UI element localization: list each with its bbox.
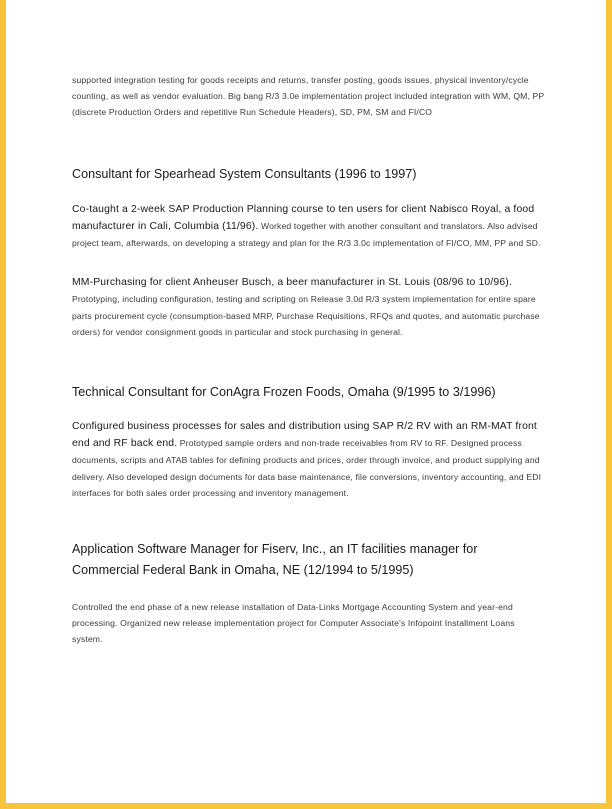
section-spearhead bbox=[72, 164, 546, 340]
paragraph-body: Prototyped sample orders and non-trade receivables from RV to RF. Designed process documents, scripts and ATAB tables for defining products and prices, order through invoice, and product supplying and delivery. Also developed design documents for data base maintenance, file conversions, inventory accounting, and EDI interfaces for both sales order processing and inventory management. bbox=[72, 438, 542, 498]
section-heading: Technical Consultant for ConAgra Frozen Foods, Omaha (9/1995 to 3/1996) bbox=[72, 385, 496, 400]
section-fiserv bbox=[72, 539, 546, 648]
paragraph-lead: Co-taught a 2-week SAP Production Planning course to ten users for client Nabisco Royal, a food manufacturer in Cali, Columbia (11/96). bbox=[72, 203, 535, 232]
section-conagra bbox=[72, 382, 546, 501]
paragraph-lead: MM-Purchasing for client Anheuser Busch, a beer manufacturer in St. Louis (08/96 to 10/96). bbox=[72, 277, 512, 289]
section-heading: Consultant for Spearhead System Consultants (1996 to 1997) bbox=[72, 166, 417, 181]
resume-page bbox=[6, 0, 606, 803]
paragraph-nabisco bbox=[72, 201, 546, 252]
paragraph-fiserv bbox=[72, 599, 546, 648]
paragraph-body: Controlled the end phase of a new release installation of Data-Links Mortgage Accounting System and year-end processing. Organized new release implementation project for Computer Associate's Infopoint Installment Loans system. bbox=[72, 602, 515, 645]
paragraph-conagra bbox=[72, 418, 546, 501]
paragraph-anheuser bbox=[72, 274, 546, 340]
paragraph-body: Prototyping, including configuration, testing and scripting on Release 3.0d R/3 system implementation for entire spare parts procurement cycle (consumption-based MRP, Purchase Requisitions, RFQs and quotes, and automatic purchase orders) for vendor consignment goods in particular and stock purchasing in general. bbox=[72, 294, 540, 337]
paragraph-lead: Configured business processes for sales and distribution using SAP R/2 RV with an RM-MAT front end and RF back end. bbox=[72, 421, 537, 450]
intro-paragraph: supported integration testing for goods receipts and returns, transfer posting, goods issues, physical inventory/cycle counting, as well as vendor evaluation. Big bang R/3 3.0e implementation project included integration with WM, QM, PP (discrete Production Orders and repetitive Run Schedule Headers), SD, PM, SM and FI/CO bbox=[72, 75, 545, 118]
paragraph-body: Worked together with another consultant and translators. Also advised project team, afterwards, on developing a strategy and plan for the R/3 3.0c implementation of FI/CO, MM, PP and SD. bbox=[72, 220, 541, 249]
section-heading: Application Software Manager for Fiserv, Inc., an IT facilities manager for Commercial Federal Bank in Omaha, NE (12/1994 to 5/1995) bbox=[72, 542, 478, 578]
